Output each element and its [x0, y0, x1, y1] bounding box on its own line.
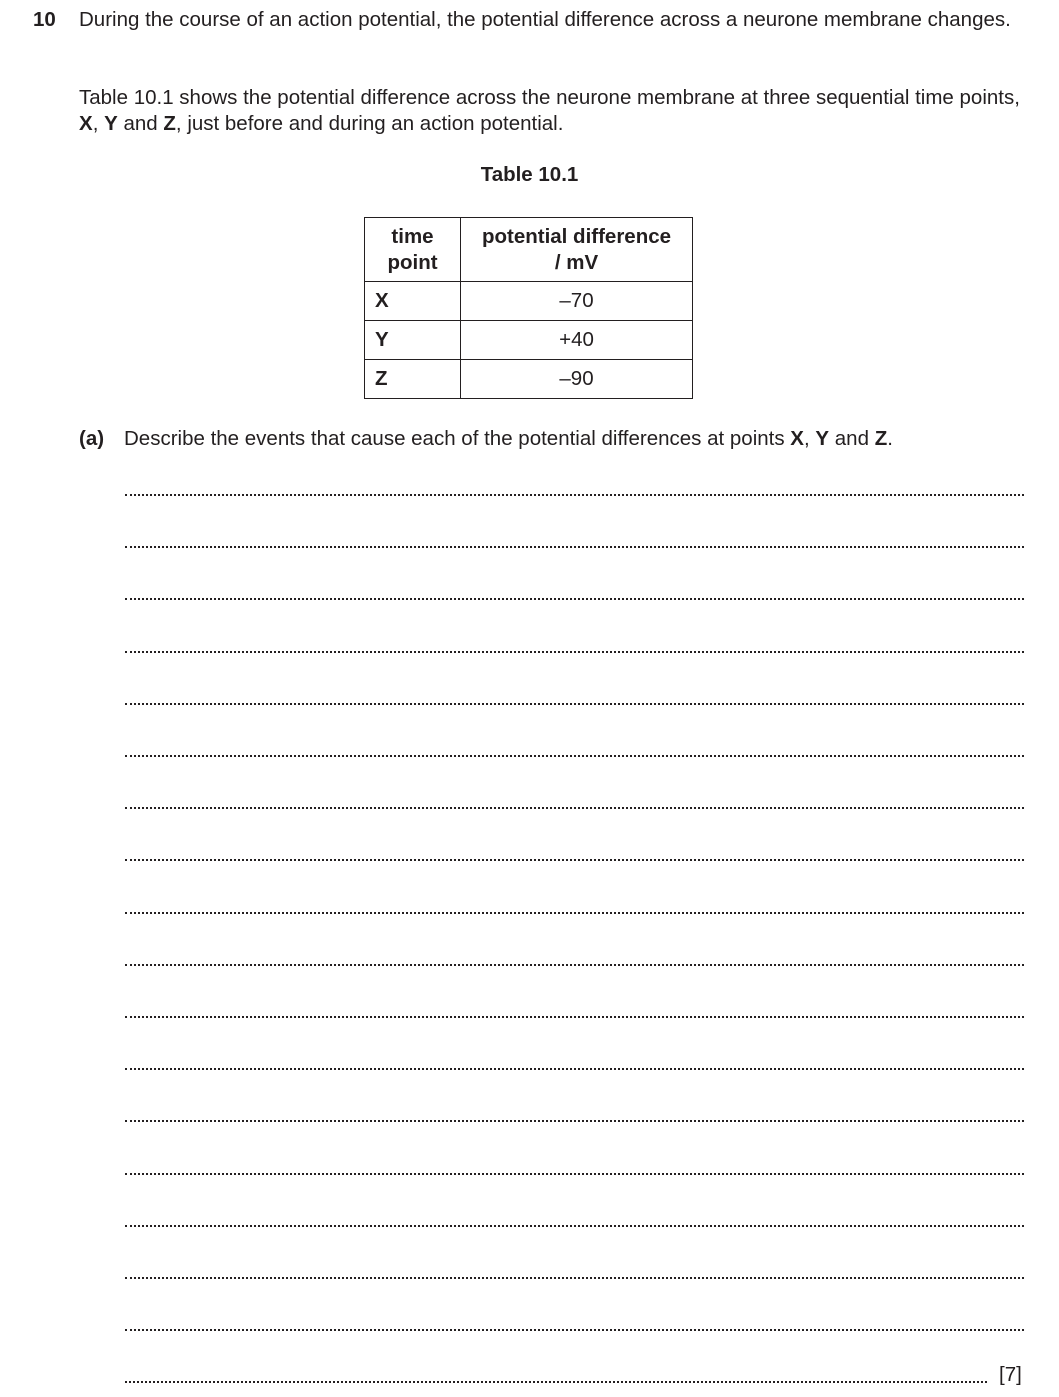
point-z-ref: Z [874, 427, 888, 450]
part-a-label: (a) [79, 427, 105, 450]
question-number: 10 [33, 8, 56, 31]
answer-line[interactable] [125, 1329, 1024, 1331]
answer-line[interactable] [125, 1225, 1024, 1227]
point-y-ref: Y [815, 427, 830, 450]
point-x-ref: X [790, 427, 804, 450]
header-time-line1: time [391, 224, 434, 248]
row-point: Y [365, 321, 461, 360]
table-description [79, 85, 1025, 137]
answer-line[interactable] [125, 651, 1024, 653]
point-z-ref: Z [163, 112, 176, 135]
row-value: –70 [461, 282, 693, 321]
point-y-ref: Y [104, 112, 118, 135]
header-pd-line1: potential difference [481, 224, 672, 248]
answer-line[interactable] [125, 1381, 987, 1383]
row-value: –90 [461, 360, 693, 399]
answer-line[interactable] [125, 598, 1024, 600]
answer-line[interactable] [125, 1173, 1024, 1175]
table-row [365, 321, 693, 360]
answer-line[interactable] [125, 964, 1024, 966]
row-point: Z [365, 360, 461, 399]
part-a-text: Describe the events that cause each of the potential differences at points [124, 427, 791, 450]
header-potential-difference [461, 218, 693, 282]
row-value: +40 [461, 321, 693, 360]
answer-line[interactable] [125, 494, 1024, 496]
separator: , [92, 112, 105, 135]
row-point: X [365, 282, 461, 321]
separator: and [117, 112, 164, 135]
part-a-end: . [887, 427, 893, 450]
table-row [365, 360, 693, 399]
answer-line[interactable] [125, 1277, 1024, 1279]
header-time-line2: point [387, 250, 438, 274]
table-description-text: Table 10.1 shows the potential difference across the neurone membrane at three sequential time points, [79, 86, 1020, 109]
answer-line[interactable] [125, 912, 1024, 914]
potential-difference-table [364, 217, 693, 399]
point-x-ref: X [79, 112, 93, 135]
part-a-question [124, 426, 893, 452]
separator: , [803, 427, 816, 450]
answer-line[interactable] [125, 755, 1024, 757]
table-header-row [365, 218, 693, 282]
answer-line[interactable] [125, 807, 1024, 809]
answer-line[interactable] [125, 703, 1024, 705]
table-row [365, 282, 693, 321]
table-title: Table 10.1 [480, 163, 579, 186]
answer-line[interactable] [125, 859, 1024, 861]
marks-allocation: [7] [999, 1363, 1022, 1386]
table-description-end: , just before and during an action potential. [175, 112, 564, 135]
answer-line[interactable] [125, 1068, 1024, 1070]
separator: and [829, 427, 875, 450]
header-pd-unit: / mV [554, 250, 599, 274]
question-intro: During the course of an action potential, the potential difference across a neurone membrane changes. [79, 8, 1011, 31]
answer-line[interactable] [125, 546, 1024, 548]
answer-line[interactable] [125, 1120, 1024, 1122]
header-time-point [365, 218, 461, 282]
answer-line[interactable] [125, 1016, 1024, 1018]
